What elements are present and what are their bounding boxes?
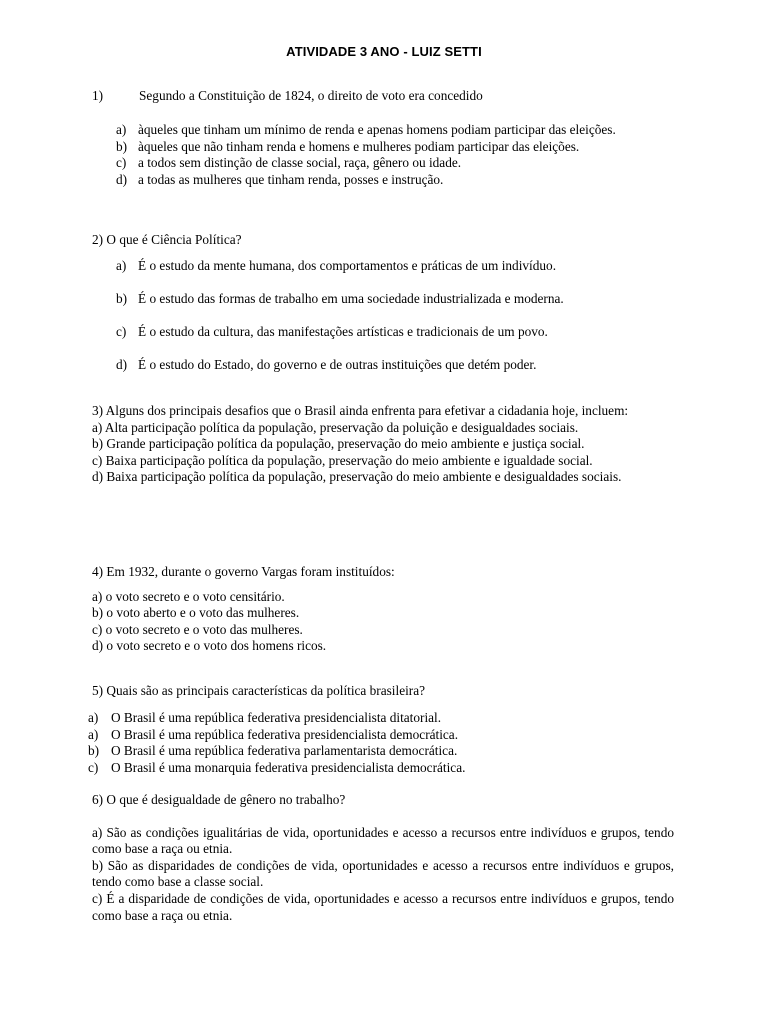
q5-option-3 — [88, 743, 674, 760]
option-text: O Brasil é uma república federativa parlamentarista democrática. — [111, 743, 458, 759]
q3-option-d: d) Baixa participação política da população, preservação do meio ambiente e desigualdades sociais. — [92, 469, 622, 485]
option-text: O Brasil é uma república federativa presidencialista democrática. — [111, 726, 459, 742]
option-text: É o estudo das formas de trabalho em uma sociedade industrializada e moderna. — [138, 291, 564, 307]
option-label: a) — [116, 122, 127, 137]
option-label: d) — [116, 171, 128, 187]
spacer — [92, 809, 674, 825]
q6-stem: 6) O que é desigualdade de gênero no trabalho? — [92, 792, 346, 807]
q4-option-a: a) o voto secreto e o voto censitário. — [92, 588, 285, 604]
q2-options — [116, 258, 674, 390]
option-label: a) — [88, 710, 99, 725]
option-label: c) — [116, 324, 127, 340]
option-text: a todas as mulheres que tinham renda, posses e instrução. — [138, 171, 444, 187]
q3-stem: 3) Alguns dos principais desafios que o Brasil ainda enfrenta para efetivar a cidadania hoje, incluem: — [92, 403, 629, 418]
spacer — [92, 581, 674, 589]
q6-option-a: a) São as condições igualitárias de vida, oportunidades e acesso a recursos entre indivíduos e grupos, tendo como base a raça ou etnia. — [92, 824, 674, 857]
q6-block — [92, 792, 674, 924]
option-text: É o estudo da mente humana, dos comportamentos e práticas de um indivíduo. — [138, 258, 557, 273]
option-label: c) — [116, 155, 127, 171]
q1-option-c — [116, 155, 674, 172]
option-text: àqueles que tinham um mínimo de renda e apenas homens podiam participar das eleições. — [138, 122, 616, 137]
q6-option-b: b) São as disparidades de condições de vida, oportunidades e acesso a recursos entre indivíduos e grupos, tendo como base a classe social. — [92, 857, 674, 890]
q1-option-b — [116, 139, 674, 156]
q5-option-4 — [88, 760, 674, 777]
q1-option-d — [116, 172, 674, 189]
option-text: O Brasil é uma monarquia federativa presidencialista democrática. — [111, 759, 466, 775]
q1-options — [116, 122, 674, 188]
option-label: d) — [116, 357, 128, 373]
q3-option-a: a) Alta participação política da população, preservação da poluição e desigualdades sociais. — [92, 419, 579, 435]
option-text: É o estudo da cultura, das manifestações artísticas e tradicionais de um povo. — [138, 324, 548, 340]
q1-stem: Segundo a Constituição de 1824, o direito de voto era concedido — [139, 88, 483, 103]
option-label: a) — [116, 258, 127, 273]
option-text: àqueles que não tinham renda e homens e mulheres podiam participar das eleições. — [138, 138, 580, 154]
q2-option-c — [116, 324, 674, 341]
q2-stem: 2) O que é Ciência Política? — [92, 232, 242, 247]
q4-option-d: d) o voto secreto e o voto dos homens ricos. — [92, 638, 327, 654]
option-label: a) — [88, 726, 99, 742]
q5-option-1 — [88, 710, 674, 727]
option-label: b) — [88, 743, 100, 759]
q5-options — [88, 710, 674, 776]
q4-block — [92, 564, 674, 655]
option-text: É o estudo do Estado, do governo e de outras instituições que detém poder. — [138, 357, 537, 373]
q6-option-c: c) É a disparidade de condições de vida, oportunidades e acesso a recursos entre indivíduos e grupos, tendo como base a raça ou etnia. — [92, 890, 674, 923]
page-title: ATIVIDADE 3 ANO - LUIZ SETTI — [286, 44, 482, 59]
q3-option-c: c) Baixa participação política da população, preservação do meio ambiente e igualdade social. — [92, 452, 593, 468]
q4-option-c: c) o voto secreto e o voto das mulheres. — [92, 621, 303, 637]
q2-option-a — [116, 258, 674, 275]
q2-option-b — [116, 291, 674, 308]
q4-stem: 4) Em 1932, durante o governo Vargas foram instituídos: — [92, 564, 395, 579]
option-label: c) — [88, 759, 99, 775]
q5-option-2 — [88, 727, 674, 744]
option-label: b) — [116, 291, 128, 307]
option-text: O Brasil é uma república federativa presidencialista ditatorial. — [111, 710, 442, 725]
option-label: b) — [116, 138, 128, 154]
q2-option-d — [116, 357, 674, 374]
q3-option-b: b) Grande participação política da população, preservação do meio ambiente e justiça social. — [92, 436, 585, 452]
option-text: a todos sem distinção de classe social, raça, gênero ou idade. — [138, 155, 462, 171]
q4-option-b: b) o voto aberto e o voto das mulheres. — [92, 605, 300, 621]
q1-number: 1) — [92, 88, 104, 103]
q5-stem: 5) Quais são as principais características da política brasileira? — [92, 683, 426, 698]
q1-option-a — [116, 122, 674, 139]
q3-block — [92, 403, 674, 486]
